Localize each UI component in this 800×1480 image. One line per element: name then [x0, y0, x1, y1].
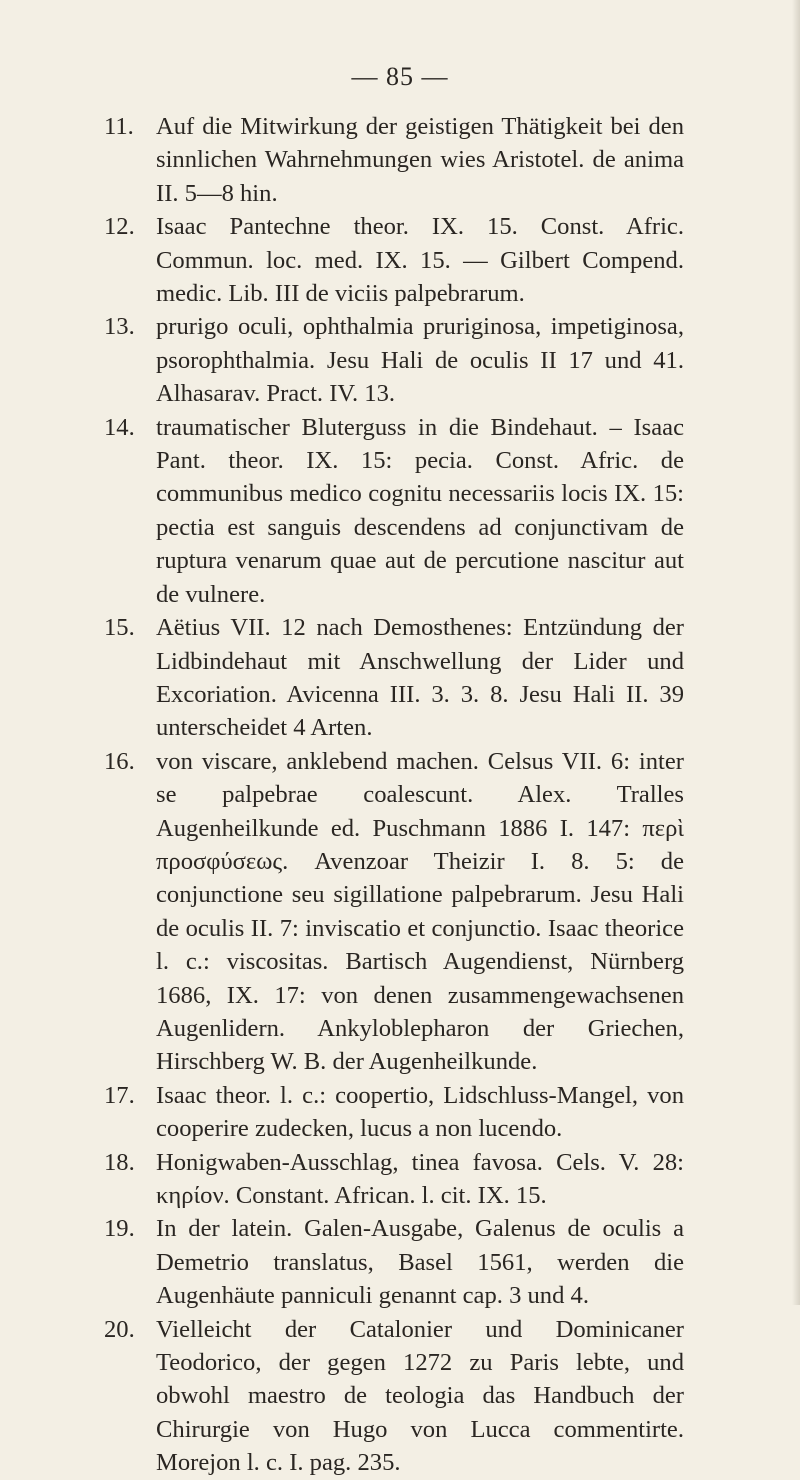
- footnote-text: Isaac theor. l. c.: coopertio, Lidschluss-Mangel, von cooperire zudecken, lucus a non lucendo.: [156, 1081, 684, 1143]
- footnote-list: [104, 110, 684, 1480]
- footnote-number: 17.: [104, 1081, 135, 1109]
- footnote-text: Isaac Pantechne theor. IX. 15. Const. Afric. Commun. loc. med. IX. 15. — Gilbert Compend. medic. Lib. III de viciis palpebrarum.: [156, 213, 684, 308]
- footnote-17: [104, 1079, 684, 1146]
- footnote-text: von viscare, anklebend machen. Celsus VII. 6: inter se palpebrae coalescunt. Alex. Tralles Augenheilkunde ed. Puschmann 1886 I. 147: περὶ προσφύσεως. Avenzoar Theizir I. 8. 5: de conjunctione seu sigillatione palpebrarum. Jesu Hali de oculis II. 7: inviscatio et conjunctio. Isaac theorice l. c.: viscositas. Bartisch Augendienst, Nürnberg 1686, IX. 17: von denen zusammengewachsenen Augenlidern. Ankyloblepharon der Griechen, Hirschberg W. B. der Augenheilkunde.: [156, 747, 684, 1076]
- footnote-text: Honigwaben-Ausschlag, tinea favosa. Cels. V. 28: κηρίον. Constant. African. l. cit. IX. 15.: [156, 1148, 684, 1209]
- footnote-16: [104, 745, 684, 1079]
- footnote-text: Auf die Mitwirkung der geistigen Thätigkeit bei den sinnlichen Wahrnehmungen wies Aristotel. de anima II. 5—8 hin.: [156, 113, 684, 207]
- footnote-19: [104, 1212, 684, 1312]
- footnote-number: 15.: [104, 614, 135, 642]
- footnote-18: [104, 1146, 684, 1213]
- footnote-20: [104, 1313, 684, 1480]
- footnote-text: Vielleicht der Catalonier und Dominicaner Teodorico, der gegen 1272 zu Paris lebte, und obwohl maestro de teologia das Handbuch der Chirurgie von Hugo von Lucca commentirte. Morejon l. c. I. pag. 235.: [156, 1315, 684, 1477]
- footnote-text: traumatischer Bluterguss in die Bindehaut. – Isaac Pant. theor. IX. 15: pecia. Const. Afric. de communibus medico cognitu necessariis locis IX. 15: pectia est sanguis descendens ad conjunctivam de ruptura venarum quae aut de percutione nascitur aut de vulnere.: [156, 413, 684, 608]
- footnote-number: 19.: [104, 1215, 135, 1243]
- footnote-11: [104, 110, 684, 210]
- footnote-14: [104, 411, 684, 611]
- footnote-number: 16.: [104, 747, 135, 775]
- page-number: — 85 —: [351, 62, 449, 91]
- footnote-number: 18.: [104, 1148, 135, 1176]
- footnote-text: prurigo oculi, ophthalmia pruriginosa, impetiginosa, psorophthalmia. Jesu Hali de oculis II 17 und 41. Alhasarav. Pract. IV. 13.: [156, 313, 684, 408]
- footnote-number: 13.: [104, 313, 135, 341]
- footnote-text: In der latein. Galen-Ausgabe, Galenus de oculis a Demetrio translatus, Basel 1561, werden die Augenhäute panniculi genannt cap. 3 und 4.: [156, 1215, 684, 1310]
- footnote-number: 20.: [104, 1315, 135, 1343]
- footnote-15: [104, 611, 684, 745]
- footnote-number: 11.: [104, 113, 134, 140]
- footnote-number: 12.: [104, 213, 135, 241]
- footnote-13: [104, 310, 684, 410]
- footnote-12: [104, 210, 684, 310]
- footnote-number: 14.: [104, 413, 135, 441]
- page-edge-shadow: [792, 0, 800, 1305]
- footnote-text: Aëtius VII. 12 nach Demosthenes: Entzündung der Lidbindehaut mit Anschwellung der Lider und Excoriation. Avicenna III. 3. 3. 8. Jesu Hali II. 39 unterscheidet 4 Arten.: [156, 614, 684, 742]
